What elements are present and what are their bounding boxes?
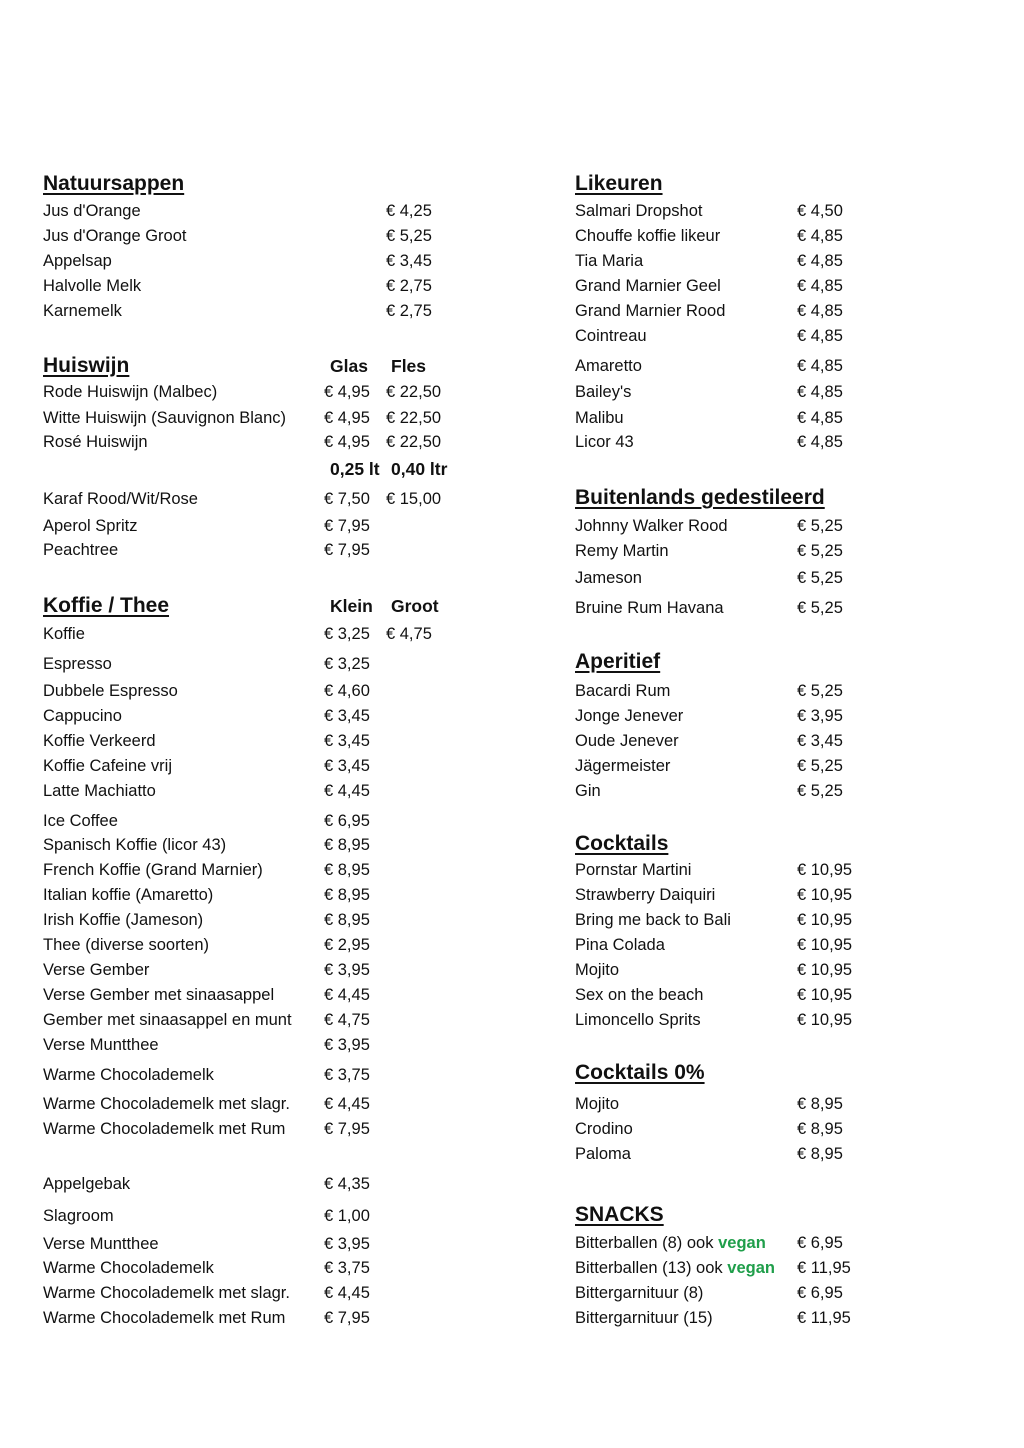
item-name	[575, 756, 670, 776]
item-price: € 6,95	[324, 812, 370, 830]
item-name-text: Warme Chocolademelk met slagr.	[43, 1284, 290, 1302]
item-name	[575, 568, 642, 588]
item-name	[575, 731, 679, 751]
item-price: € 10,95	[797, 961, 853, 979]
item-name	[575, 251, 643, 271]
item-name-text: Mojito	[575, 1095, 620, 1113]
item-price: € 4,85	[797, 383, 843, 401]
item-name-text: Bitterballen (8) ook	[575, 1234, 714, 1252]
item-price: € 4,45	[324, 986, 370, 1004]
item-price: € 7,50	[324, 490, 370, 508]
column-header: Glas	[330, 356, 368, 376]
item-name	[575, 681, 670, 701]
item-name	[575, 910, 731, 930]
item-price: € 4,45	[324, 782, 370, 800]
item-name-text: Jameson	[575, 569, 642, 587]
item-name	[575, 541, 669, 561]
item-name-text: Warme Chocolademelk	[43, 1259, 214, 1277]
item-name-text: Latte Machiatto	[43, 782, 156, 800]
column-header: Groot	[391, 596, 439, 616]
item-price: € 8,95	[324, 836, 370, 854]
item-price: € 3,45	[797, 732, 843, 750]
item-name	[43, 935, 209, 955]
item-name	[575, 935, 665, 955]
item-name-text: Appelgebak	[43, 1175, 131, 1193]
item-name-text: Appelsap	[43, 252, 112, 270]
item-name-text: Sex on the beach	[575, 986, 704, 1004]
item-name-text: Bailey's	[575, 383, 632, 401]
item-name	[43, 835, 226, 855]
item-price: € 4,50	[797, 202, 843, 220]
item-name-text: Cointreau	[575, 327, 647, 345]
item-name-text: Halvolle Melk	[43, 277, 142, 295]
item-name	[575, 276, 721, 296]
item-name	[43, 1174, 130, 1194]
volume-label: 0,40 ltr	[391, 459, 448, 479]
item-price: € 4,95	[324, 409, 370, 427]
item-price: € 10,95	[797, 886, 853, 904]
item-price: € 5,25	[797, 757, 843, 775]
item-name-text: Licor 43	[575, 433, 634, 451]
volume-label: 0,25 lt	[330, 459, 380, 479]
item-name-text: Grand Marnier Geel	[575, 277, 721, 295]
item-name	[575, 516, 728, 536]
item-name-text: Verse Muntthee	[43, 1235, 159, 1253]
item-name-text: Karaf Rood/Wit/Rose	[43, 490, 198, 508]
item-name	[43, 1094, 290, 1114]
item-name	[575, 1258, 775, 1278]
item-name	[575, 885, 715, 905]
item-name-text: Dubbele Espresso	[43, 682, 178, 700]
item-name-text: Paloma	[575, 1145, 631, 1163]
item-name-text: Warme Chocolademelk met slagr.	[43, 1095, 290, 1113]
item-price: € 4,60	[324, 682, 370, 700]
item-name-text: Bitterballen (13) ook	[575, 1259, 723, 1277]
item-price: € 4,45	[324, 1095, 370, 1113]
item-price: € 4,85	[797, 227, 843, 245]
item-name-text: Bring me back to Bali	[575, 911, 731, 929]
item-price: € 4,85	[797, 252, 843, 270]
item-name	[43, 985, 274, 1005]
item-price: € 15,00	[386, 490, 442, 508]
item-name-text: Verse Muntthee	[43, 1036, 159, 1054]
item-name	[43, 885, 213, 905]
item-name-text: Koffie Cafeine vrij	[43, 757, 173, 775]
item-name	[43, 1035, 159, 1055]
item-price: € 3,75	[324, 1259, 370, 1277]
section-heading: Cocktails 0%	[575, 1061, 705, 1084]
item-price: € 10,95	[797, 911, 853, 929]
item-name	[575, 960, 619, 980]
item-name-text: Koffie	[43, 625, 85, 643]
item-name	[43, 1283, 290, 1303]
column-header: Klein	[330, 596, 373, 616]
item-price: € 4,45	[324, 1284, 370, 1302]
item-name	[43, 811, 118, 831]
item-name	[43, 226, 186, 246]
item-price: € 7,95	[324, 517, 370, 535]
item-name-text: Grand Marnier Rood	[575, 302, 726, 320]
item-price: € 22,50	[386, 383, 442, 401]
item-price: € 3,25	[324, 655, 370, 673]
item-name	[43, 516, 137, 536]
item-name-text: Jus d'Orange	[43, 202, 141, 220]
item-name	[43, 408, 286, 428]
item-name-text: Jonge Jenever	[575, 707, 684, 725]
item-name-text: Irish Koffie (Jameson)	[43, 911, 204, 929]
item-name	[575, 860, 691, 880]
item-price: € 4,85	[797, 327, 843, 345]
item-name-text: Malibu	[575, 409, 624, 427]
item-name-text: Warme Chocolademelk met Rum	[43, 1120, 286, 1138]
item-price: € 4,35	[324, 1175, 370, 1193]
item-name-text: Aperol Spritz	[43, 517, 138, 535]
vegan-tag: vegan	[718, 1234, 766, 1252]
item-name-text: Limoncello Sprits	[575, 1011, 701, 1029]
item-name-text: Slagroom	[43, 1207, 114, 1225]
item-name-text: French Koffie (Grand Marnier)	[43, 861, 263, 879]
item-name	[575, 301, 725, 321]
item-name-text: Gin	[575, 782, 601, 800]
item-name-text: Salmari Dropshot	[575, 202, 703, 220]
section-heading: Koffie / Thee	[43, 594, 170, 617]
item-name	[43, 489, 198, 509]
item-name	[43, 1308, 285, 1328]
item-price: € 3,45	[324, 732, 370, 750]
section-heading: Likeuren	[575, 172, 663, 195]
item-name	[43, 756, 172, 776]
section-heading: Aperitief	[575, 650, 661, 673]
item-name-text: Jus d'Orange Groot	[43, 227, 187, 245]
item-price: € 4,95	[324, 383, 370, 401]
item-name	[575, 706, 683, 726]
item-name-text: Cappucino	[43, 707, 122, 725]
item-price: € 22,50	[386, 433, 442, 451]
item-name	[575, 201, 702, 221]
item-name	[43, 781, 156, 801]
item-name	[43, 731, 156, 751]
section-heading: SNACKS	[575, 1203, 664, 1226]
item-name	[575, 1283, 703, 1303]
item-price: € 10,95	[797, 1011, 853, 1029]
item-name	[43, 301, 122, 321]
item-price: € 5,25	[797, 599, 843, 617]
item-price: € 3,95	[324, 1235, 370, 1253]
item-name-text: Crodino	[575, 1120, 633, 1138]
item-name-text: Chouffe koffie likeur	[575, 227, 721, 245]
item-name	[43, 251, 112, 271]
section-heading: Huiswijn	[43, 354, 130, 377]
item-price: € 5,25	[797, 682, 843, 700]
item-name-text: Pina Colada	[575, 936, 665, 954]
item-price: € 3,75	[324, 1066, 370, 1084]
item-price: € 8,95	[797, 1145, 843, 1163]
item-name-text: Pornstar Martini	[575, 861, 692, 879]
item-price: € 4,25	[386, 202, 432, 220]
item-price: € 11,95	[797, 1309, 851, 1327]
item-name	[43, 1010, 292, 1030]
item-price: € 10,95	[797, 986, 853, 1004]
item-name-text: Koffie Verkeerd	[43, 732, 156, 750]
item-price: € 3,45	[324, 757, 370, 775]
item-name-text: Amaretto	[575, 357, 642, 375]
item-name-text: Mojito	[575, 961, 620, 979]
item-name	[575, 1308, 713, 1328]
item-name	[575, 356, 642, 376]
item-name	[575, 1010, 701, 1030]
item-price: € 7,95	[324, 1120, 370, 1138]
item-name	[43, 960, 149, 980]
item-price: € 8,95	[797, 1095, 843, 1113]
item-name	[43, 624, 85, 644]
item-name	[43, 910, 203, 930]
item-name-text: Spanisch Koffie (licor 43)	[43, 836, 227, 854]
vegan-tag: vegan	[727, 1259, 775, 1277]
item-price: € 8,95	[324, 911, 370, 929]
item-price: € 4,85	[797, 277, 843, 295]
item-price: € 2,75	[386, 302, 432, 320]
item-price: € 11,95	[797, 1259, 851, 1277]
item-name	[43, 1234, 159, 1254]
item-name	[575, 1119, 633, 1139]
item-name	[43, 1206, 114, 1226]
item-name-text: Remy Martin	[575, 542, 669, 560]
item-name-text: Witte Huiswijn (Sauvignon Blanc)	[43, 409, 287, 427]
item-name-text: Oude Jenever	[575, 732, 679, 750]
item-price: € 6,95	[797, 1234, 843, 1252]
item-name-text: Johnny Walker Rood	[575, 517, 728, 535]
item-price: € 3,45	[386, 252, 432, 270]
column-header: Fles	[391, 356, 427, 376]
item-name	[575, 781, 601, 801]
item-name	[575, 1233, 766, 1253]
item-name	[43, 1065, 214, 1085]
item-name-text: Strawberry Daiquiri	[575, 886, 716, 904]
item-price: € 22,50	[386, 409, 442, 427]
item-name-text: Bacardi Rum	[575, 682, 671, 700]
item-price: € 5,25	[386, 227, 432, 245]
item-name	[575, 226, 720, 246]
section-heading: Buitenlands gedestileerd	[575, 486, 825, 509]
item-price: € 4,85	[797, 302, 843, 320]
item-price: € 3,95	[324, 1036, 370, 1054]
item-name-text: Italian koffie (Amaretto)	[43, 886, 214, 904]
item-name-text: Bittergarnituur (15)	[575, 1309, 713, 1327]
item-name-text: Verse Gember	[43, 961, 150, 979]
item-price: € 7,95	[324, 1309, 370, 1327]
item-price: € 1,00	[324, 1207, 370, 1225]
item-price: € 4,85	[797, 433, 843, 451]
item-name-text: Rosé Huiswijn	[43, 433, 148, 451]
item-name-text: Warme Chocolademelk	[43, 1066, 214, 1084]
item-name-text: Bittergarnituur (8)	[575, 1284, 704, 1302]
item-name	[43, 382, 217, 402]
item-name-text: Peachtree	[43, 541, 119, 559]
item-name	[575, 382, 631, 402]
item-price: € 4,75	[324, 1011, 370, 1029]
item-price: € 5,25	[797, 542, 843, 560]
item-name-text: Tia Maria	[575, 252, 644, 270]
item-name-text: Karnemelk	[43, 302, 122, 320]
item-name	[43, 681, 178, 701]
item-price: € 6,95	[797, 1284, 843, 1302]
item-name	[43, 276, 141, 296]
item-name	[575, 1094, 619, 1114]
item-name-text: Verse Gember met sinaasappel	[43, 986, 275, 1004]
item-price: € 4,85	[797, 357, 843, 375]
item-price: € 3,25	[324, 625, 370, 643]
item-name	[43, 540, 118, 560]
item-price: € 10,95	[797, 936, 853, 954]
item-name-text: Gember met sinaasappel en munt	[43, 1011, 292, 1029]
item-price: € 8,95	[797, 1120, 843, 1138]
item-price: € 8,95	[324, 886, 370, 904]
item-price: € 4,95	[324, 433, 370, 451]
item-name-text: Thee (diverse soorten)	[43, 936, 209, 954]
item-price: € 4,85	[797, 409, 843, 427]
item-name-text: Espresso	[43, 655, 112, 673]
item-name-text: Warme Chocolademelk met Rum	[43, 1309, 286, 1327]
item-name	[575, 598, 724, 618]
item-name	[575, 985, 703, 1005]
item-name	[575, 432, 634, 452]
item-name-text: Ice Coffee	[43, 812, 118, 830]
item-price: € 5,25	[797, 569, 843, 587]
item-price: € 8,95	[324, 861, 370, 879]
item-name-text: Rode Huiswijn (Malbec)	[43, 383, 218, 401]
section-heading: Natuursappen	[43, 172, 185, 195]
item-name	[43, 706, 122, 726]
item-name	[43, 201, 141, 221]
item-price: € 3,95	[797, 707, 843, 725]
item-price: € 2,75	[386, 277, 432, 295]
item-name	[575, 408, 624, 428]
section-heading: Cocktails	[575, 832, 669, 855]
item-price: € 7,95	[324, 541, 370, 559]
item-price: € 3,45	[324, 707, 370, 725]
item-price: € 4,75	[386, 625, 432, 643]
item-name	[575, 1144, 631, 1164]
item-name-text: Bruine Rum Havana	[575, 599, 724, 617]
item-price: € 5,25	[797, 782, 843, 800]
item-name	[43, 654, 112, 674]
item-price: € 5,25	[797, 517, 843, 535]
item-price: € 3,95	[324, 961, 370, 979]
item-name	[43, 1258, 214, 1278]
item-name-text: Jägermeister	[575, 757, 671, 775]
item-name	[575, 326, 647, 346]
item-price: € 2,95	[324, 936, 370, 954]
item-price: € 10,95	[797, 861, 853, 879]
item-name	[43, 860, 263, 880]
item-name	[43, 1119, 285, 1139]
item-name	[43, 432, 148, 452]
